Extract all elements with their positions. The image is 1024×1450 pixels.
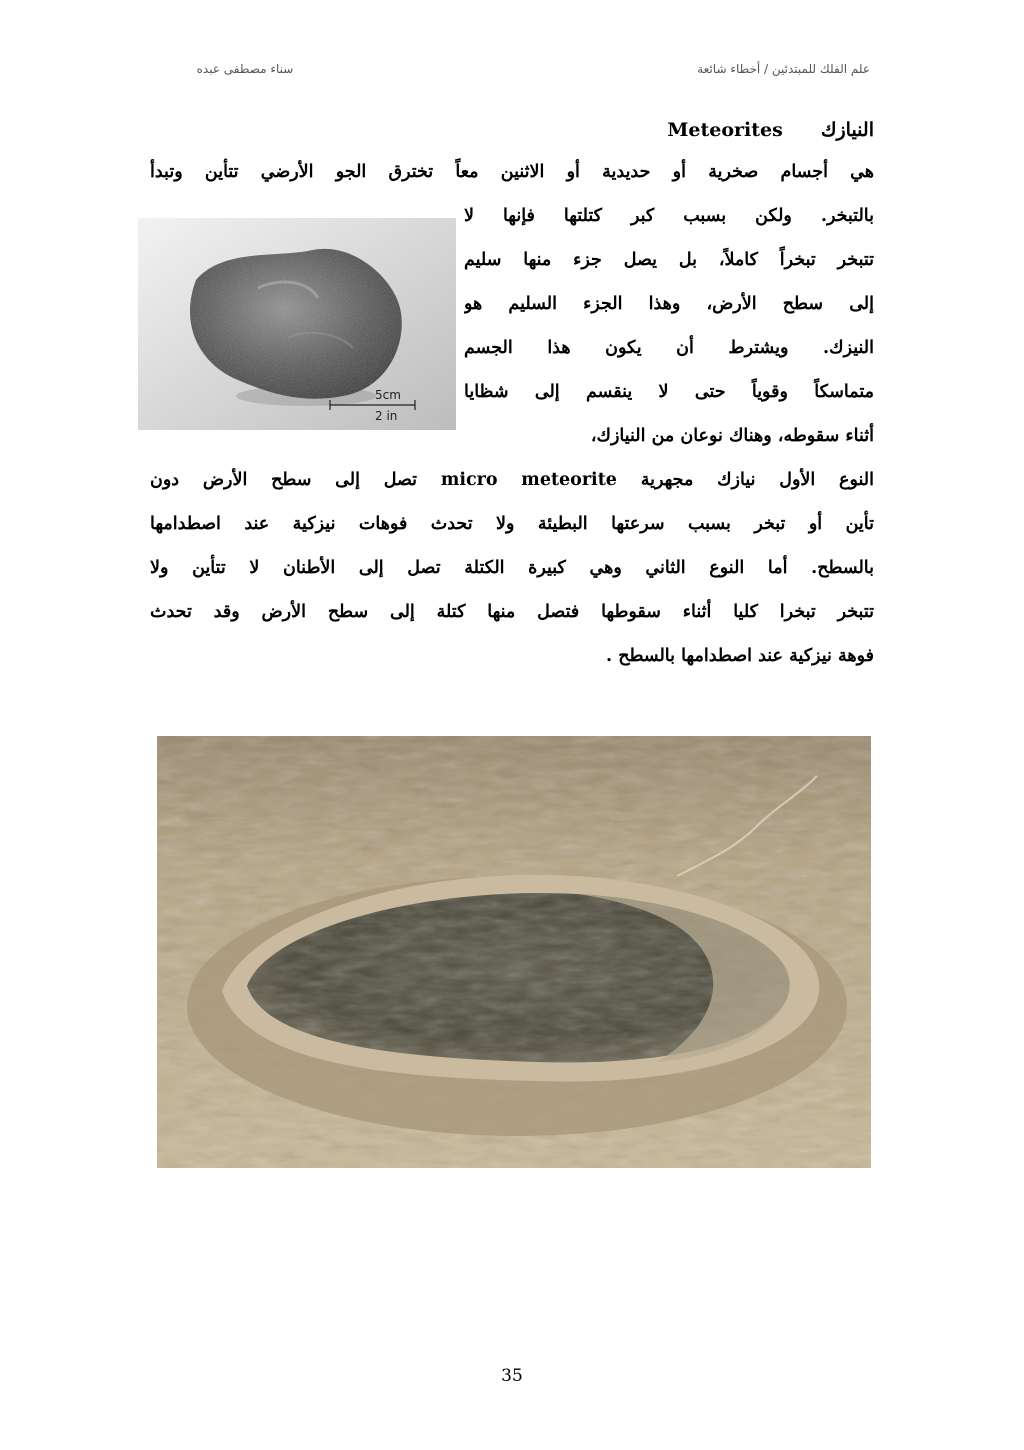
paragraph2-line: النوع الأول نيازك مجهرية micro meteorite تصل إلى سطح الأرض دون — [150, 470, 874, 490]
page-number: 35 — [501, 1366, 523, 1386]
scale-in-label: 2 in — [375, 409, 398, 423]
paragraph2-line: فوهة نيزكية عند اصطدامها بالسطح . — [606, 646, 874, 666]
crater-photo — [157, 736, 871, 1168]
paragraph1-line: إلى سطح الأرض، وهذا الجزء السليم هو — [464, 294, 874, 314]
scale-cm-label: 5cm — [375, 388, 401, 402]
paragraph2-line: تأين أو تبخر بسبب سرعتها البطيئة ولا تحدث فوهات نيزكية عند اصطدامها — [150, 514, 874, 534]
section-title-arabic: النيازك — [820, 119, 874, 141]
header-author: سناء مصطفى عبده — [196, 62, 294, 76]
paragraph2-line: تتبخر تبخرا كليا أثناء سقوطها فتصل منها كتلة إلى سطح الأرض وقد تحدث — [150, 602, 874, 622]
meteorite-photo — [138, 218, 456, 430]
section-title — [150, 110, 874, 150]
paragraph1-line: النيزك. ويشترط أن يكون هذا الجسم — [464, 338, 874, 358]
paragraph1-line: أثناء سقوطه، وهناك نوعان من النيازك، — [590, 426, 874, 446]
paragraph1-line: متماسكاً وقوياً حتى لا ينقسم إلى شظايا — [464, 382, 874, 402]
paragraph1-line: بالتبخر. ولكن بسبب كبر كتلتها فإنها لا — [464, 206, 874, 226]
paragraph2-line: بالسطح. أما النوع الثاني وهي كبيرة الكتلة تصل إلى الأطنان لا تتأين ولا — [150, 558, 874, 578]
header-book-title: علم الفلك للمبتدئين / أخطاء شائعة — [697, 62, 870, 76]
paragraph1-line: هي أجسام صخرية أو حديدية أو الاثنين معاً تخترق الجو الأرضي تتأين وتبدأ — [150, 162, 874, 182]
paragraph1-line: تتبخر تبخراً كاملاً، بل يصل جزء منها سليم — [464, 250, 874, 270]
section-title-english: Meteorites — [667, 119, 783, 141]
